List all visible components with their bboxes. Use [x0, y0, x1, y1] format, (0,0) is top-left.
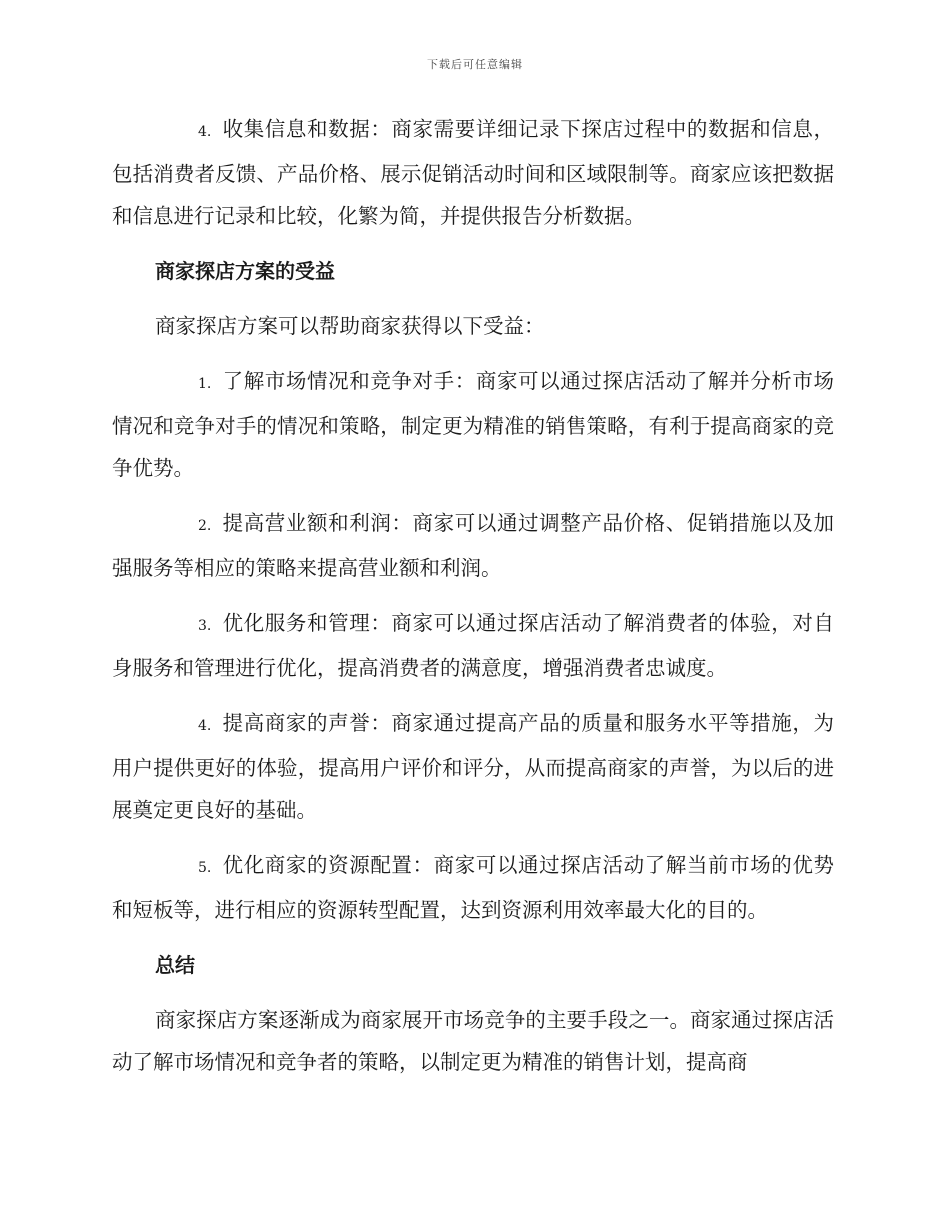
page-header: 下载后可任意编辑 [427, 58, 523, 71]
summary-paragraph: 商家探店方案逐渐成为商家展开市场竞争的主要手段之一。商家通过探店活动了解市场情况和竞争者的策略，以制定更为精准的销售计划，提高商 [112, 1008, 834, 1074]
list-item-collect-data [112, 108, 834, 237]
benefit-item-5 [112, 844, 834, 931]
benefit-item-1 [112, 360, 834, 489]
benefit-item-3 [112, 602, 834, 689]
list-item-text: 收集信息和数据：商家需要详细记录下探店过程中的数据和信息，包括消费者反馈、产品价格、展示促销活动时间和区域限制等。商家应该把数据和信息进行记录和比较，化繁为简，并提供报告分析数据。 [112, 117, 834, 228]
list-number: 2. [198, 518, 212, 534]
list-item-text: 提高营业额和利润：商家可以通过调整产品价格、促销措施以及加强服务等相应的策略来提高营业额和利润。 [112, 511, 834, 580]
list-number: 3. [198, 618, 212, 634]
list-number: 4. [198, 124, 212, 140]
benefit-item-4 [112, 702, 834, 831]
benefit-item-2 [112, 502, 834, 589]
benefits-intro: 商家探店方案可以帮助商家获得以下受益： [155, 314, 545, 338]
list-item-text: 提高商家的声誉：商家通过提高产品的质量和服务水平等措施，为用户提供更好的体验，提高用户评价和评分，从而提高商家的声誉，为以后的进展奠定更良好的基础。 [112, 711, 834, 822]
section-heading-benefits: 商家探店方案的受益 [155, 259, 335, 283]
section-heading-summary: 总结 [155, 953, 195, 977]
list-item-text: 优化服务和管理：商家可以通过探店活动了解消费者的体验，对自身服务和管理进行优化，提高消费者的满意度，增强消费者忠诚度。 [112, 611, 834, 680]
list-number: 1. [198, 376, 212, 392]
document-body [112, 108, 834, 1096]
list-item-text: 了解市场情况和竞争对手：商家可以通过探店活动了解并分析市场情况和竞争对手的情况和策略，制定更为精准的销售策略，有利于提高商家的竞争优势。 [112, 369, 834, 480]
list-number: 4. [198, 718, 212, 734]
list-item-text: 优化商家的资源配置：商家可以通过探店活动了解当前市场的优势和短板等，进行相应的资源转型配置，达到资源利用效率最大化的目的。 [112, 853, 834, 922]
list-number: 5. [198, 860, 212, 876]
